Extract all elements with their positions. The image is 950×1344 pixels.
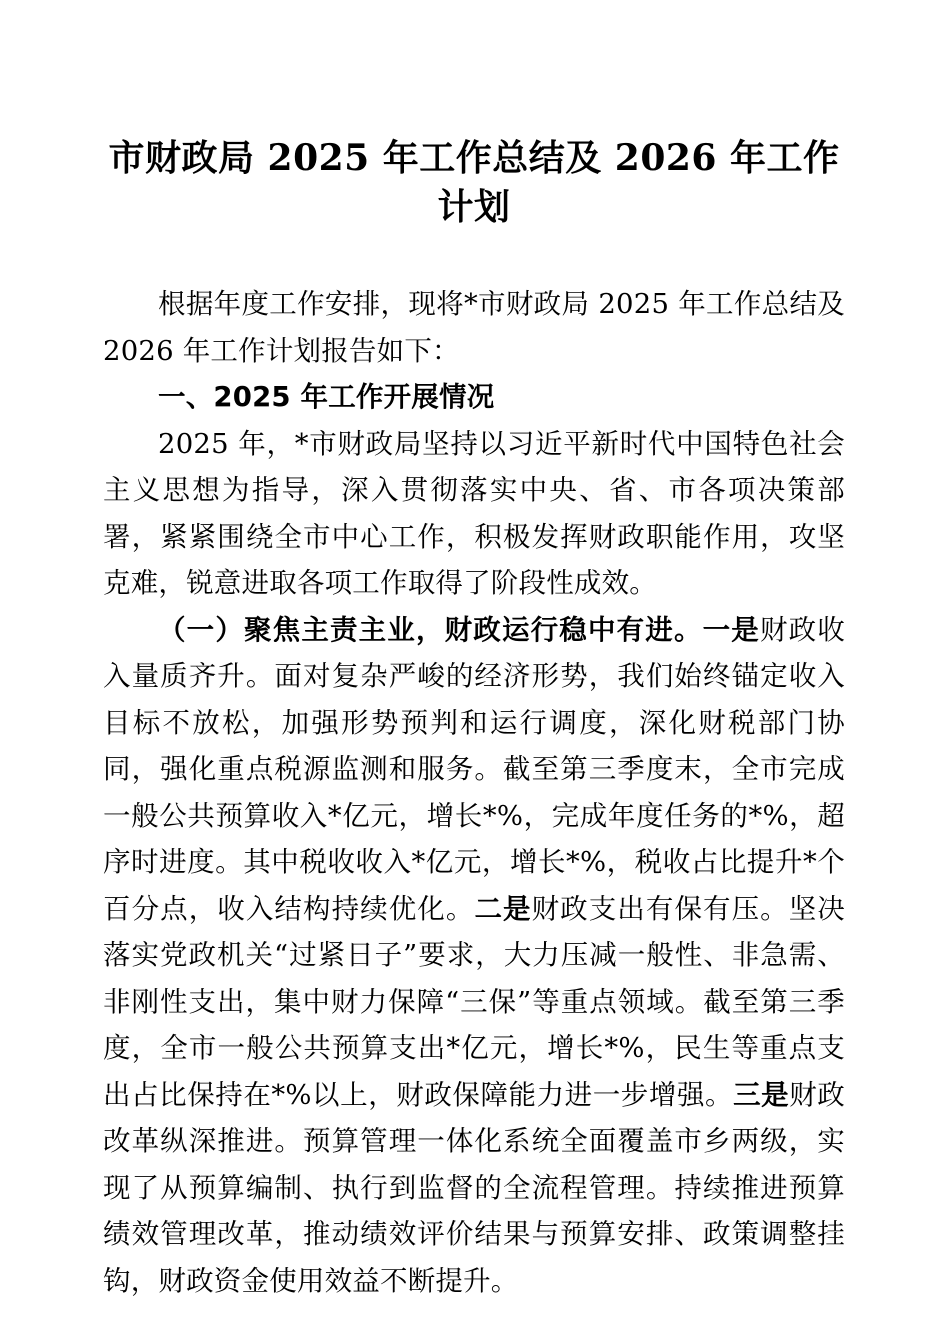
subsection-1-point-2-text: 财政支出有保有压。坚决落实党政机关“过紧日子”要求，大力压减一般性、非急需、非刚性支出，集中财力保障“三保”等重点领域。截至第三季度，全市一般公共预算支出*亿元，增长*%，民生等重点支出占比保持在*%以上，财政保障能力进一步增强。 — [103, 892, 846, 1111]
section-heading-1: 一、2025 年工作开展情况 — [158, 381, 495, 413]
subsection-1-paragraph — [103, 607, 845, 1305]
document-body — [103, 0, 845, 1304]
subsection-1-point-1-label: 一是 — [702, 613, 760, 646]
subsection-1-point-2-label: 二是 — [474, 892, 532, 925]
subsection-1-lead: （一）聚焦主责主业，财政运行稳中有进。 — [158, 613, 703, 646]
page-title: 市财政局 2025 年工作总结及 2026 年工作计划 — [108, 137, 840, 228]
intro-paragraph: 根据年度工作安排，现将*市财政局 2025 年工作总结及 2026 年工作计划报告如下： — [103, 288, 845, 367]
subsection-1-point-3-text: 财政改革纵深推进。预算管理一体化系统全面覆盖市乡两级，实现了从预算编制、执行到监督的全流程管理。持续推进预算绩效管理改革，推动绩效评价结果与预算安排、政策调整挂钩，财政资金使用效益不断提升。 — [103, 1078, 845, 1297]
subsection-1-point-3-label: 三是 — [733, 1078, 790, 1111]
section-1-overview-paragraph: 2025 年，*市财政局坚持以习近平新时代中国特色社会主义思想为指导，深入贯彻落实中央、省、市各项决策部署，紧紧围绕全市中心工作，积极发挥财政职能作用，攻坚克难，锐意进取各项工作取得了阶段性成效。 — [103, 427, 845, 599]
subsection-1-point-1-text: 财政收入量质齐升。面对复杂严峻的经济形势，我们始终锚定收入目标不放松，加强形势预判和运行调度，深化财税部门协同，强化重点税源监测和服务。截至第三季度末，全市完成一般公共预算收入*亿元，增长*%，完成年度任务的*%，超序时进度。其中税收收入*亿元，增长*%，税收占比提升*个百分点，收入结构持续优化。 — [103, 613, 845, 925]
